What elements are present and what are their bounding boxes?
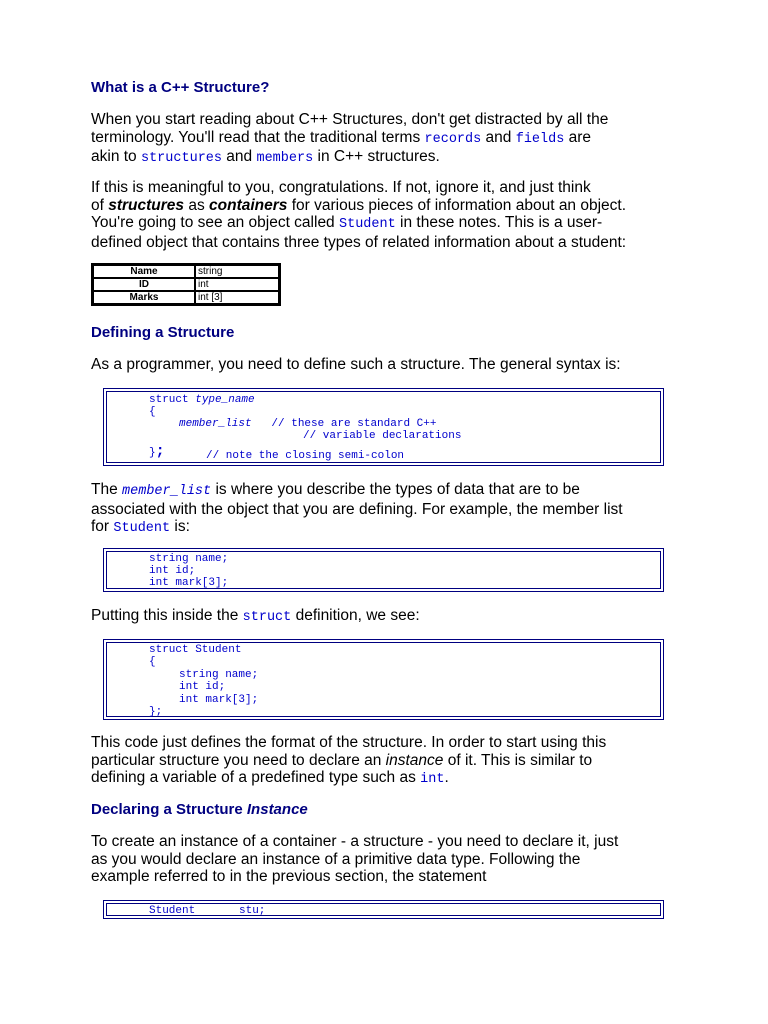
code-term-struct: struct — [242, 610, 292, 625]
student-fields-table — [91, 263, 281, 306]
code-term-member-list: member_list — [122, 484, 212, 499]
table-row: Marks int [3] — [93, 291, 279, 304]
code-block-declare-instance: Student stu; — [103, 900, 664, 919]
intro-paragraph: When you start reading about C++ Structures, don't get distracted by all the terminology. You'll read that the traditional terms records and fields are akin to structures and members in C++ structures. — [91, 111, 609, 166]
code-block-struct-student: struct Student { string name; int id; int mark[3]; }; — [103, 639, 664, 720]
table-row: ID int — [93, 278, 279, 291]
declare-paragraph: To create an instance of a container - a structure - you need to declare it, just as you would declare an instance of a primitive data type. Following the example referred to in the previous section, the statement — [91, 833, 619, 885]
code-term-fields: fields — [515, 131, 565, 147]
code-term-student: Student — [339, 217, 396, 232]
code-term-records: records — [424, 131, 482, 147]
section-title-declaring-instance: Declaring a Structure Instance — [91, 801, 308, 818]
code-block-general-syntax: struct type_name { member_list // these are standard C++ // variable declarations }; // note the closing semi-colon — [103, 388, 664, 466]
member-list-paragraph: The member_list is where you describe the types of data that are to be associated with the object that you are defining. For example, the member list for Student is: — [91, 481, 623, 536]
code-term-structures: structures — [140, 151, 222, 166]
struct-definition-paragraph: Putting this inside the struct definition, we see: — [91, 607, 420, 625]
code-term-int: int — [420, 772, 445, 787]
section-title-defining-structure: Defining a Structure — [91, 324, 235, 341]
containers-paragraph: If this is meaningful to you, congratulations. If not, ignore it, and just think of structures as containers for various pieces of information about an object. You're going to see an object called Student in these notes. This is a user- defined object that contains three types of related information about a student: — [91, 179, 627, 251]
syntax-intro-paragraph: As a programmer, you need to define such a structure. The general syntax is: — [91, 356, 621, 373]
section-title-what-is-structure: What is a C++ Structure? — [91, 79, 270, 96]
code-term-members: members — [256, 151, 314, 166]
code-term-student: Student — [113, 521, 171, 536]
instance-paragraph: This code just defines the format of the structure. In order to start using this particular structure you need to declare an instance of it. This is similar to defining a variable of a predefined type such as int. — [91, 734, 607, 787]
code-block-member-list: string name; int id; int mark[3]; — [103, 548, 664, 592]
table-row: Name string — [93, 265, 279, 278]
